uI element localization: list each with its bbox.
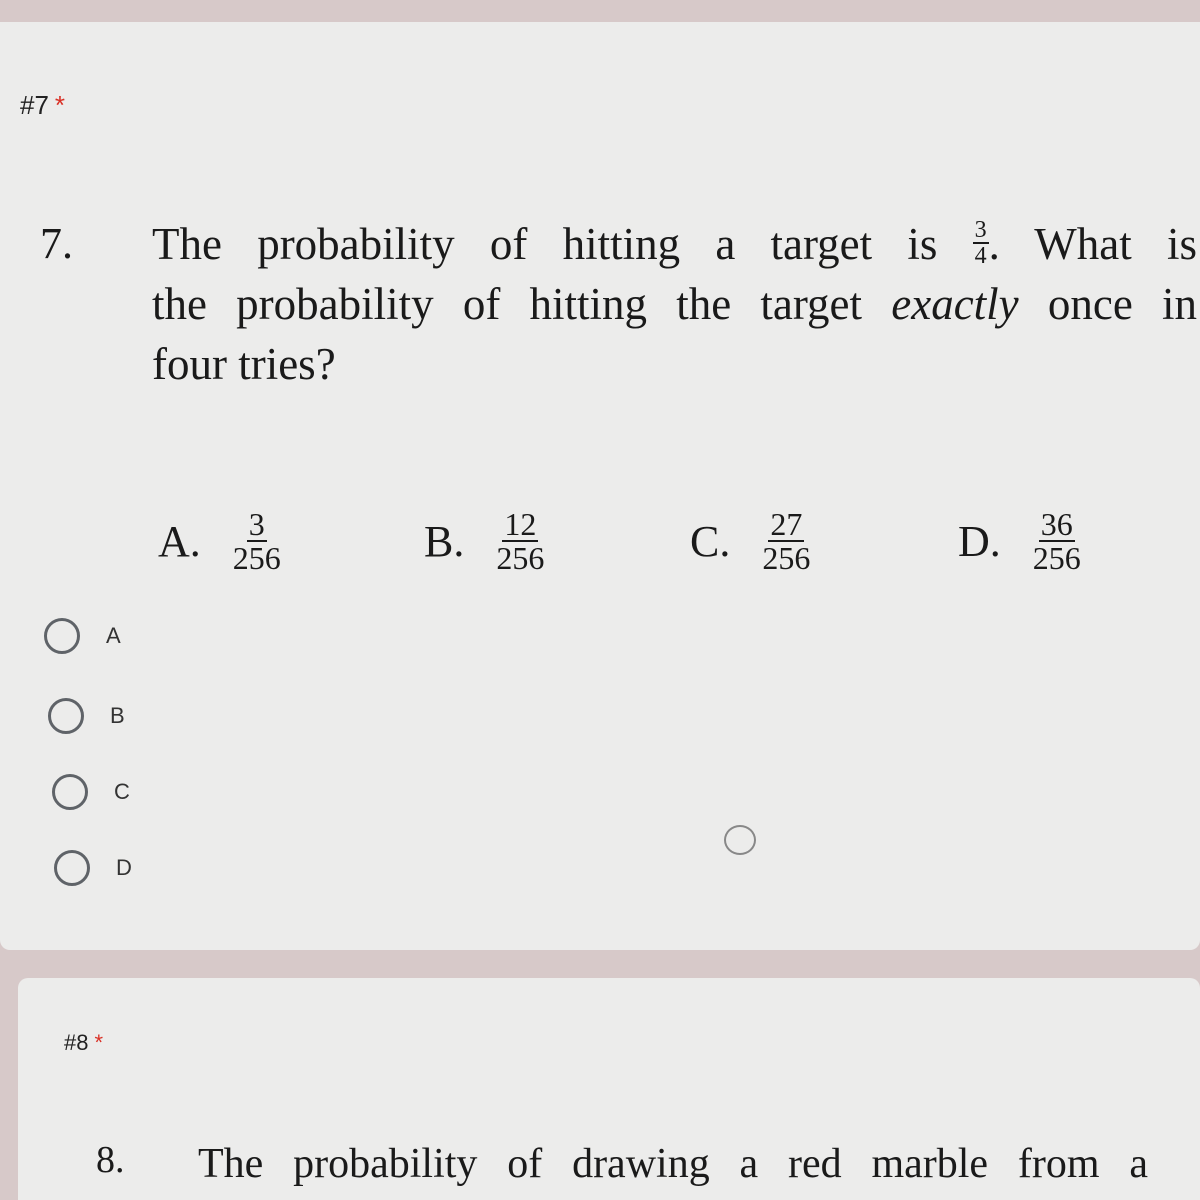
- answer-choice-d: [958, 508, 1083, 574]
- question-card-8: [18, 978, 1200, 1200]
- problem-text-line-3: four tries?: [152, 339, 336, 389]
- fraction-denominator: 256: [762, 540, 811, 576]
- answer-choice-a: [158, 508, 283, 574]
- question-title: [20, 90, 65, 121]
- problem-text-emphasis: exactly: [891, 279, 1019, 329]
- radio-button-b[interactable]: [48, 698, 84, 734]
- option-d[interactable]: [54, 850, 132, 886]
- choice-letter: D.: [958, 516, 1001, 566]
- fraction-denominator: 256: [232, 540, 281, 576]
- problem-text-segment: . What is: [988, 219, 1197, 269]
- choice-fraction: [231, 508, 283, 574]
- choice-letter: A.: [158, 516, 201, 566]
- problem-number: 7.: [40, 219, 73, 268]
- required-asterisk: *: [94, 1030, 104, 1055]
- given-probability-fraction: [973, 218, 989, 268]
- radio-button-c[interactable]: [52, 774, 88, 810]
- option-b[interactable]: [48, 698, 125, 734]
- radio-button-a[interactable]: [44, 618, 80, 654]
- option-label-b: B: [110, 703, 125, 728]
- required-asterisk: *: [54, 90, 66, 120]
- problem-number: 8.: [96, 1139, 125, 1181]
- question-card-7: [0, 22, 1200, 950]
- problem-text-segment: once in: [1047, 279, 1198, 329]
- option-label-d: D: [116, 855, 132, 880]
- fraction-numerator: 3: [248, 506, 265, 542]
- fraction-numerator: 12: [504, 506, 537, 542]
- fraction-numerator: 27: [770, 506, 803, 542]
- fraction-denominator: 256: [496, 540, 545, 576]
- option-a[interactable]: [44, 618, 121, 654]
- question-title-text: #8: [64, 1030, 89, 1055]
- problem-text-line-2: [152, 274, 1197, 334]
- answer-choices-row: [158, 508, 1158, 588]
- problem-text-segment: the probability of hitting the target: [152, 279, 863, 329]
- problem-text-segment: The probability of hitting a target is: [152, 219, 938, 269]
- problem-text: [152, 214, 1197, 394]
- option-label-a: A: [106, 623, 121, 648]
- question-title-text: #7: [20, 90, 49, 120]
- choice-fraction: [494, 508, 546, 574]
- fraction-denominator: 256: [1032, 540, 1081, 576]
- choice-fraction: [1031, 508, 1083, 574]
- question-title: [64, 1030, 103, 1056]
- choice-letter: B.: [424, 516, 465, 566]
- option-c[interactable]: [52, 774, 130, 810]
- choice-fraction: [760, 508, 812, 574]
- problem-text: The probability of drawing a red marble from a: [198, 1141, 1148, 1187]
- choice-letter: C.: [690, 516, 731, 566]
- circle-mark-icon: [724, 825, 756, 855]
- fraction-denominator: 4: [974, 242, 987, 269]
- radio-button-d[interactable]: [54, 850, 90, 886]
- answer-choice-c: [690, 508, 812, 574]
- problem-text-line-1: [152, 214, 1197, 274]
- option-label-c: C: [114, 779, 130, 804]
- fraction-numerator: 3: [974, 216, 987, 243]
- fraction-numerator: 36: [1040, 506, 1073, 542]
- answer-choice-b: [424, 508, 546, 574]
